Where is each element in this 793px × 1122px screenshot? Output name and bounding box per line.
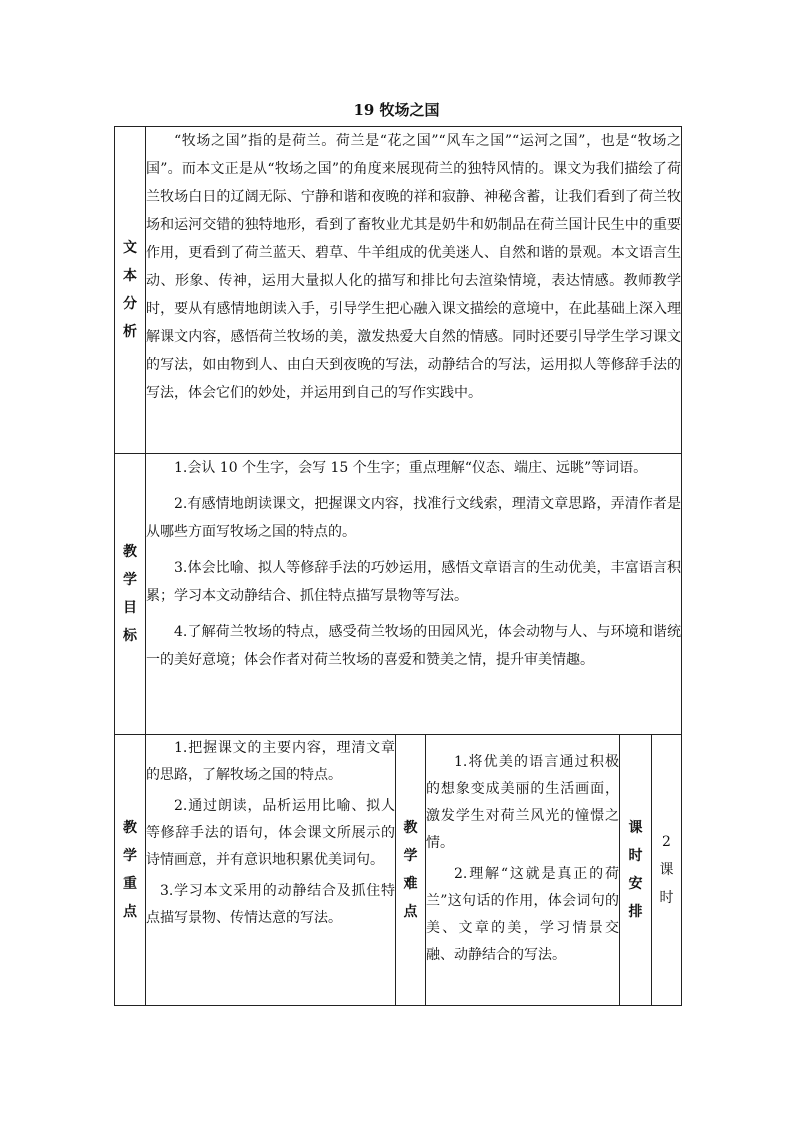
label-text-analysis: 文 本 分 析 xyxy=(115,127,146,454)
goal-item: 2.有感情地朗读课文，把握课文内容，找准行文线索，理清文章思路，弄清作者是从哪些方面写牧场之国的特点的。 xyxy=(146,496,682,540)
label-key-points: 教 学 重 点 xyxy=(115,735,146,1006)
label-schedule: 课 时 安 排 xyxy=(620,735,652,1006)
schedule-hours-cell: 2 课 时 xyxy=(652,735,682,1006)
goal-item: 3.体会比喻、拟人等修辞手法的巧妙运用，感悟文章语言的生动优美，丰富语言积累；学习本文动静结合、抓住特点描写景物等写法。 xyxy=(146,560,682,604)
goal-item: 1.会认 10 个生字，会写 15 个生字；重点理解“仪态、端庄、远眺”等词语。 xyxy=(174,460,648,476)
row-teaching-goals xyxy=(115,454,682,735)
difficult-point-item: 1.将优美的语言通过积极的想象变成美丽的生活画面，激发学生对荷兰风光的憧憬之情。 xyxy=(426,754,619,851)
key-point-item: 3.学习本文采用的动静结合及抓住特点描写景物、传情达意的写法。 xyxy=(146,883,395,926)
teaching-goals-cell xyxy=(146,454,682,735)
row-key-and-difficult-points xyxy=(115,735,682,1006)
text-analysis-paragraph: “牧场之国”指的是荷兰。荷兰是“花之国”“风车之国”“运河之国”，也是“牧场之国”。而本文正是从“牧场之国”的角度来展现荷兰的独特风情的。课文为我们描绘了荷兰牧场白日的辽阔无际、宁静和谐和夜晚的祥和寂静、神秘含蓄，让我们看到了荷兰牧场和运河交错的独特地形，看到了畜牧业尤其是奶牛和奶制品在荷兰国计民生中的重要作用，更看到了荷兰蓝天、碧草、牛羊组成的优美迷人、自然和谐的景观。本文语言生动、形象、传神，运用大量拟人化的描写和排比句去渲染情境，表达情感。教师教学时，要从有感情地朗读入手，引导学生把心融入课文描绘的意境中，在此基础上深入理解课文内容，感悟荷兰牧场的美，激发热爱大自然的情感。同时还要引导学生学习课文的写法，如由物到人、由白天到夜晚的写法，动静结合的写法，运用拟人等修辞手法的写法，体会它们的妙处，并运用到自己的写作实践中。 xyxy=(146,133,682,401)
lesson-plan-table xyxy=(114,126,682,1006)
row-text-analysis xyxy=(115,127,682,454)
key-point-item: 1.把握课文的主要内容，理清文章的思路，了解牧场之国的特点。 xyxy=(146,740,395,783)
key-points-cell xyxy=(146,735,396,1006)
document-title: 19 牧场之国 xyxy=(353,101,440,119)
label-difficult-points: 教 学 难 点 xyxy=(396,735,426,1006)
text-analysis-cell xyxy=(146,127,682,454)
label-teaching-goals: 教 学 目 标 xyxy=(115,454,146,735)
difficult-point-item: 2.理解“这就是真正的荷兰”这句话的作用，体会词句的美、文章的美，学习情景交融、动静结合的写法。 xyxy=(426,866,619,963)
goal-item: 4.了解荷兰牧场的特点，感受荷兰牧场的田园风光，体会动物与人、与环境和谐统一的美好意境；体会作者对荷兰牧场的喜爱和赞美之情，提升审美情趣。 xyxy=(146,624,682,668)
key-point-item: 2.通过朗读，品析运用比喻、拟人等修辞手法的语句，体会课文所展示的诗情画意，并有意识地积累优美词句。 xyxy=(146,798,395,868)
difficult-points-cell xyxy=(426,735,620,1006)
